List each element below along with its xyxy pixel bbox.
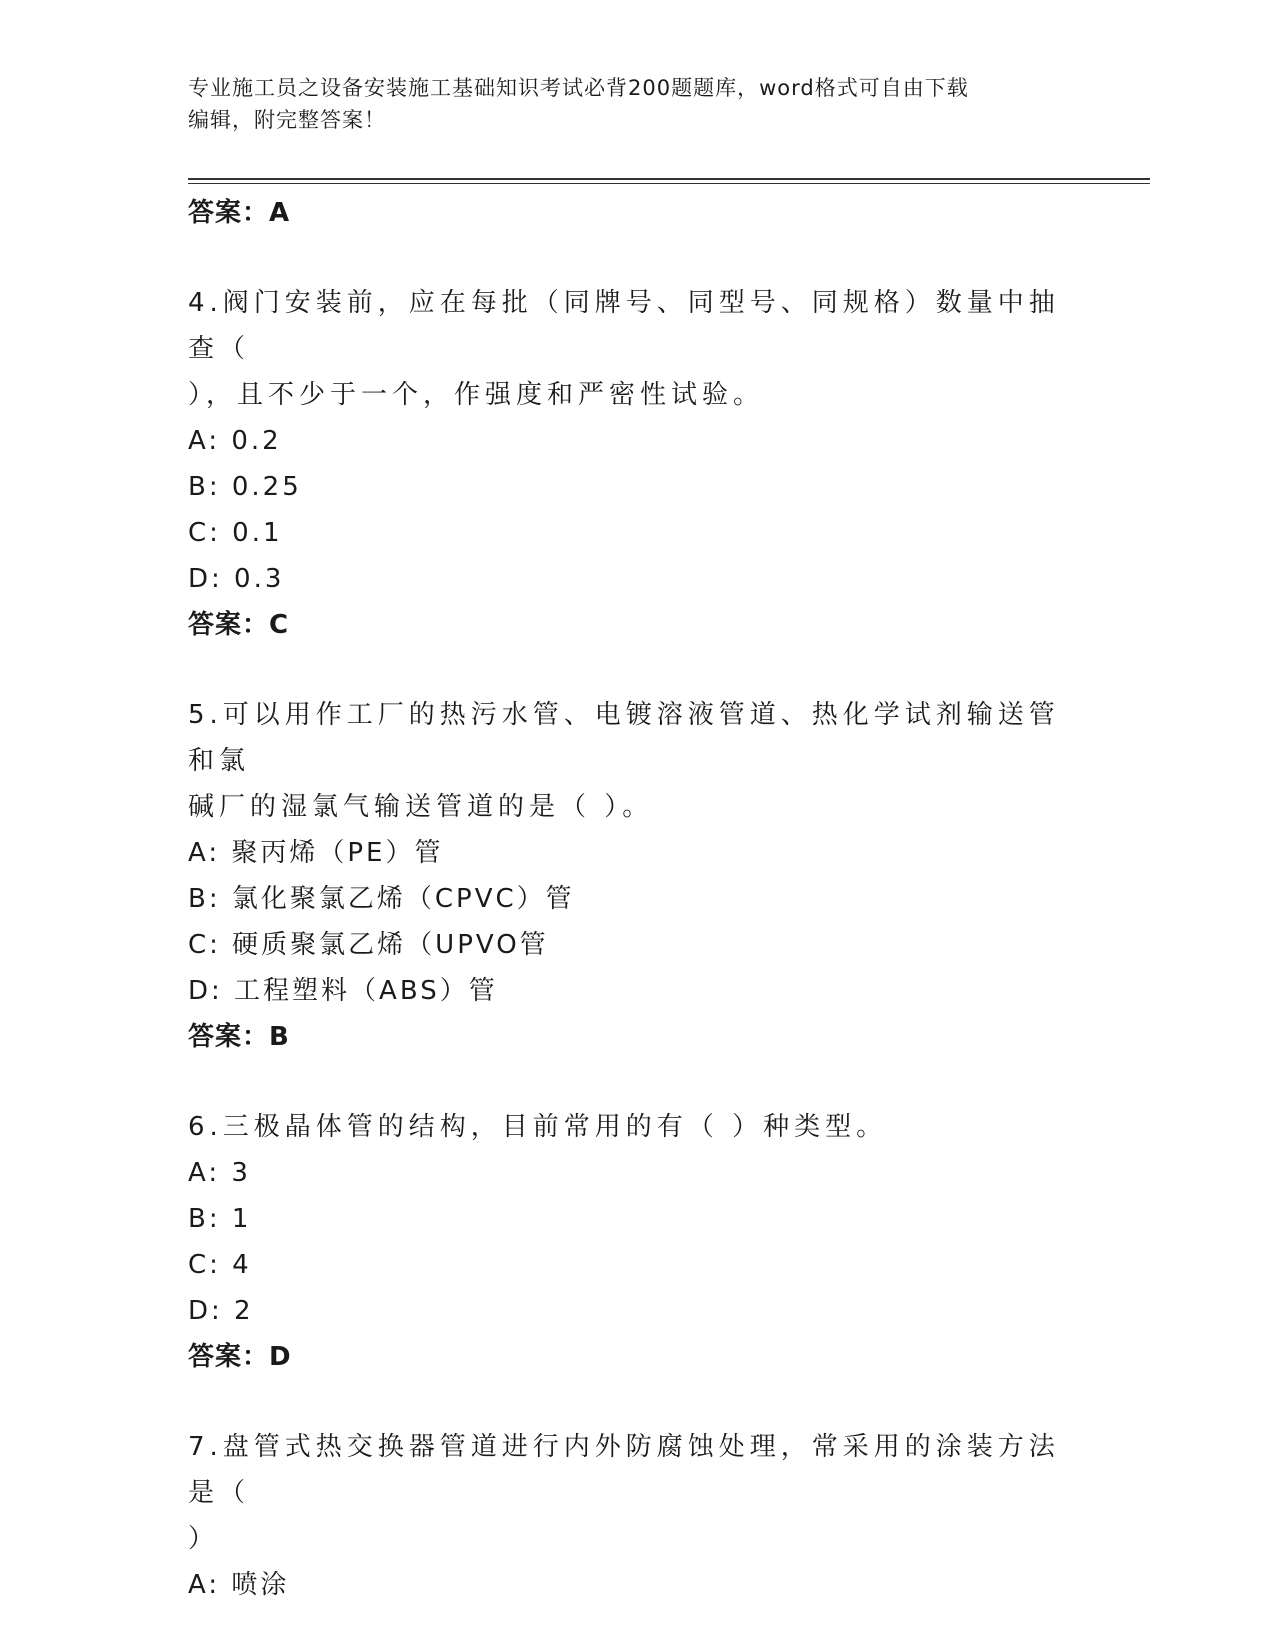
question-text (188, 280, 1068, 418)
question-text-line-1: 5.可以用作工厂的热污水管、电镀溶液管道、热化学试剂输送管和氯 (188, 700, 1060, 776)
header-title-line-2: 编辑，附完整答案！ (188, 108, 386, 132)
option-b: B: 0.25 (188, 472, 302, 502)
header-divider-thin (188, 183, 1150, 184)
option-d: D: 工程塑料（ABS）管 (188, 976, 498, 1006)
answer-line: 答案：B (188, 1022, 290, 1052)
question-text (188, 1104, 1068, 1150)
answer-line: 答案：C (188, 610, 290, 640)
question-4 (188, 280, 1068, 648)
option-c: C: 4 (188, 1250, 252, 1280)
document-header (188, 72, 1068, 136)
question-text (188, 1424, 1068, 1562)
option-a: A: 喷涂 (188, 1570, 290, 1600)
question-text-line-1: 4.阀门安装前，应在每批（同牌号、同型号、同规格）数量中抽查（ (188, 288, 1060, 364)
question-text-line-1: 7.盘管式热交换器管道进行内外防腐蚀处理，常采用的涂装方法是（ (188, 1432, 1060, 1508)
question-text-line-2: ） (188, 1524, 220, 1554)
option-b: B: 氯化聚氯乙烯（CPVC）管 (188, 884, 575, 914)
option-c: C: 硬质聚氯乙烯（UPVO管 (188, 930, 549, 960)
option-d: D: 0.3 (188, 564, 285, 594)
document-content (188, 190, 1068, 1608)
question-text-line-1: 6.三极晶体管的结构，目前常用的有（ ）种类型。 (188, 1112, 888, 1142)
answer-line: 答案：D (188, 1342, 292, 1372)
option-a: A: 聚丙烯（PE）管 (188, 838, 444, 868)
header-divider-thick (188, 178, 1150, 180)
option-d: D: 2 (188, 1296, 254, 1326)
question-6 (188, 1104, 1068, 1380)
answer-line: 答案：A (188, 198, 291, 228)
header-title-line-1: 专业施工员之设备安装施工基础知识考试必背200题题库，word格式可自由下载 (188, 76, 969, 100)
question-text-line-2: 碱厂的湿氯气输送管道的是（ ）。 (188, 792, 654, 822)
option-a: A: 0.2 (188, 426, 282, 456)
question-7 (188, 1424, 1068, 1608)
option-c: C: 0.1 (188, 518, 283, 548)
question-5 (188, 692, 1068, 1060)
option-a: A: 3 (188, 1158, 251, 1188)
option-b: B: 1 (188, 1204, 252, 1234)
question-text (188, 692, 1068, 830)
question-text-line-2: ），且不少于一个，作强度和严密性试验。 (188, 380, 765, 410)
